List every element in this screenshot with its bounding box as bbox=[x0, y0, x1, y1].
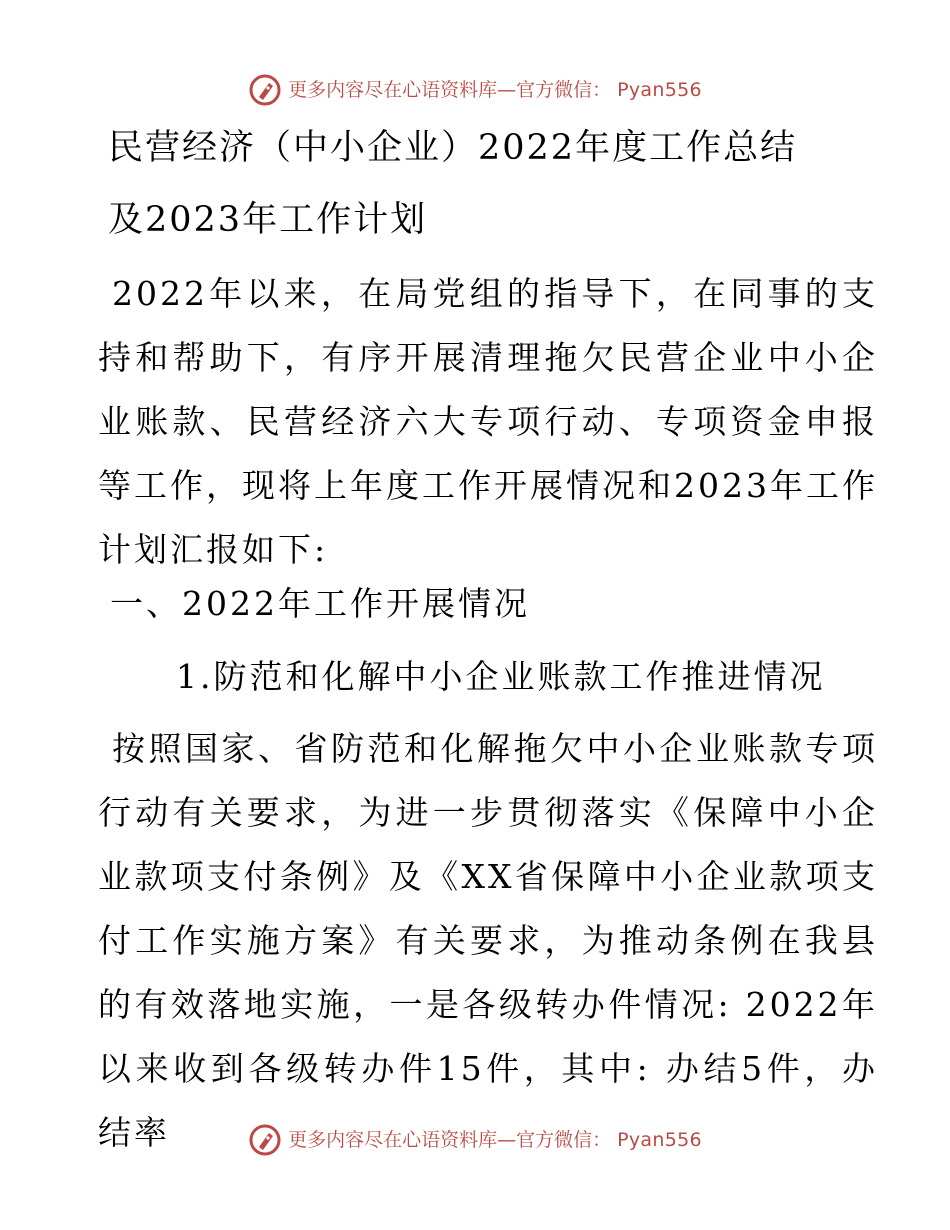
watermark-banner-top bbox=[0, 70, 950, 110]
document-title-line-2: 及2023年工作计划 bbox=[108, 200, 428, 240]
document-title-line-1: 民营经济（中小企业）2022年度工作总结 bbox=[108, 128, 798, 168]
pen-nib-circle-icon bbox=[248, 1123, 282, 1157]
watermark-wechat-id: Pyan556 bbox=[617, 78, 702, 101]
subsection-heading-1: 1.防范和化解中小企业账款工作推进情况 bbox=[176, 657, 826, 696]
watermark-text: 更多内容尽在心语资料库—官方微信： bbox=[288, 78, 612, 101]
pen-nib-circle-icon bbox=[248, 73, 282, 107]
subsection-1-paragraph: 按照国家、省防范和化解拖欠中小企业账款专项行动有关要求，为进一步贯彻落实《保障中小企业款项支付条例》及《XX省保障中小企业款项支付工作实施方案》有关要求，为推动条例在我县的有效落地实施，一是各级转办件情况: 2022年以来收到各级转办件15件，其中: 办结5件，办结率 bbox=[98, 729, 878, 1152]
intro-paragraph: 2022年以来，在局党组的指导下，在同事的支持和帮助下，有序开展清理拖欠民营企业中小企业账款、民营经济六大专项行动、专项资金申报等工作，现将上年度工作开展情况和2023年工作计划汇报如下: bbox=[98, 274, 878, 569]
watermark-wechat-id: Pyan556 bbox=[617, 1128, 702, 1151]
watermark-banner-bottom bbox=[0, 1120, 950, 1160]
watermark-text: 更多内容尽在心语资料库—官方微信： bbox=[288, 1128, 612, 1151]
section-heading-1: 一、2022年工作开展情况 bbox=[110, 584, 530, 623]
